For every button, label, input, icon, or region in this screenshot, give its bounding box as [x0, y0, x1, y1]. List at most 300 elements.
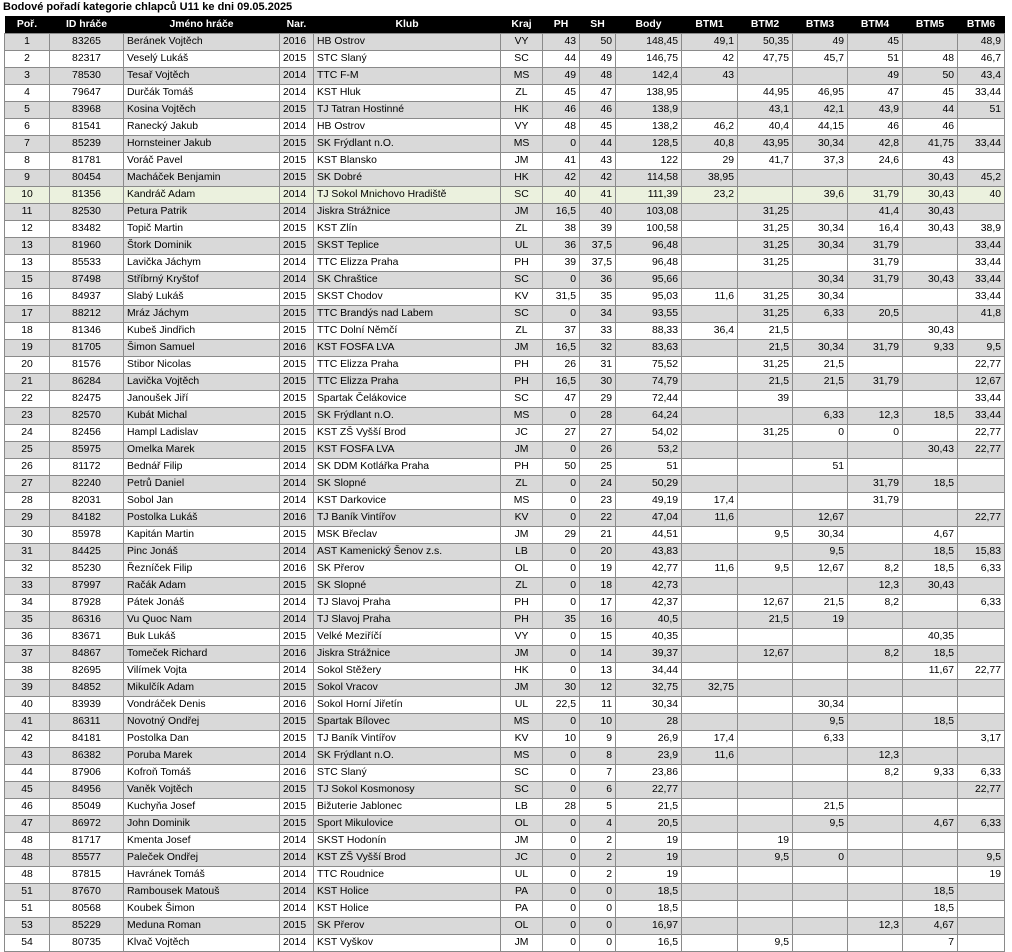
cell-btm6: 33,44 — [958, 272, 1005, 289]
cell-btm5 — [903, 782, 958, 799]
cell-player-id: 86382 — [50, 748, 124, 765]
cell-btm4: 31,79 — [848, 187, 903, 204]
cell-rank: 29 — [5, 510, 50, 527]
table-row[interactable] — [5, 527, 1005, 544]
cell-player-name: Kandráč Adam — [124, 187, 280, 204]
cell-player-id: 85577 — [50, 850, 124, 867]
cell-btm1 — [682, 221, 738, 238]
cell-player-id: 87498 — [50, 272, 124, 289]
cell-ph: 44 — [543, 51, 580, 68]
cell-btm5: 18,5 — [903, 884, 958, 901]
cell-ph: 26 — [543, 357, 580, 374]
cell-btm3 — [793, 442, 848, 459]
table-row[interactable] — [5, 51, 1005, 68]
cell-club: SK Frýdlant n.O. — [314, 136, 501, 153]
header-ph[interactable]: PH — [543, 16, 580, 34]
cell-sh: 42 — [580, 170, 616, 187]
cell-region: UL — [501, 238, 543, 255]
cell-btm1 — [682, 884, 738, 901]
cell-btm4: 46 — [848, 119, 903, 136]
cell-btm5: 18,5 — [903, 476, 958, 493]
cell-club: AST Kamenický Šenov z.s. — [314, 544, 501, 561]
cell-btm4: 43,9 — [848, 102, 903, 119]
cell-player-id: 87997 — [50, 578, 124, 595]
cell-btm6 — [958, 612, 1005, 629]
cell-region: MS — [501, 408, 543, 425]
cell-btm6 — [958, 629, 1005, 646]
cell-btm1 — [682, 391, 738, 408]
table-row[interactable] — [5, 578, 1005, 595]
table-row[interactable] — [5, 153, 1005, 170]
cell-player-name: Vondráček Denis — [124, 697, 280, 714]
cell-btm4 — [848, 816, 903, 833]
cell-btm2 — [738, 578, 793, 595]
cell-btm3: 6,33 — [793, 731, 848, 748]
cell-btm6 — [958, 119, 1005, 136]
cell-points: 34,44 — [616, 663, 682, 680]
cell-region: ZL — [501, 476, 543, 493]
cell-club: SK Slopné — [314, 476, 501, 493]
cell-club: KST ZŠ Vyšší Brod — [314, 425, 501, 442]
table-row[interactable] — [5, 680, 1005, 697]
cell-btm2: 43,95 — [738, 136, 793, 153]
cell-points: 47,04 — [616, 510, 682, 527]
header-rank[interactable]: Poř. — [5, 16, 50, 34]
header-club[interactable]: Klub — [314, 16, 501, 34]
cell-player-name: Janoušek Jiří — [124, 391, 280, 408]
table-row[interactable] — [5, 102, 1005, 119]
header-birth-year[interactable]: Nar. — [280, 16, 314, 34]
cell-sh: 5 — [580, 799, 616, 816]
cell-btm1 — [682, 935, 738, 952]
cell-birth-year: 2014 — [280, 476, 314, 493]
cell-birth-year: 2015 — [280, 289, 314, 306]
cell-sh: 13 — [580, 663, 616, 680]
table-row[interactable] — [5, 850, 1005, 867]
cell-rank: 7 — [5, 136, 50, 153]
table-row[interactable] — [5, 714, 1005, 731]
cell-player-id: 82570 — [50, 408, 124, 425]
header-btm5[interactable]: BTM5 — [903, 16, 958, 34]
cell-btm3: 46,95 — [793, 85, 848, 102]
cell-btm5 — [903, 357, 958, 374]
cell-btm5 — [903, 391, 958, 408]
cell-rank: 10 — [5, 187, 50, 204]
cell-btm4 — [848, 289, 903, 306]
cell-player-name: Kosina Vojtěch — [124, 102, 280, 119]
table-row[interactable] — [5, 510, 1005, 527]
cell-rank: 51 — [5, 884, 50, 901]
cell-points: 53,2 — [616, 442, 682, 459]
cell-ph: 29 — [543, 527, 580, 544]
cell-ph: 0 — [543, 136, 580, 153]
cell-rank: 43 — [5, 748, 50, 765]
cell-sh: 11 — [580, 697, 616, 714]
table-row[interactable] — [5, 748, 1005, 765]
table-row[interactable] — [5, 731, 1005, 748]
cell-btm6: 46,7 — [958, 51, 1005, 68]
cell-btm6: 33,44 — [958, 238, 1005, 255]
cell-player-name: Hampl Ladislav — [124, 425, 280, 442]
cell-btm6 — [958, 918, 1005, 935]
cell-player-id: 81781 — [50, 153, 124, 170]
table-row[interactable] — [5, 272, 1005, 289]
cell-region: HK — [501, 170, 543, 187]
table-row[interactable] — [5, 357, 1005, 374]
cell-player-id: 82695 — [50, 663, 124, 680]
cell-club: TJ Sokol Mnichovo Hradiště — [314, 187, 501, 204]
cell-sh: 48 — [580, 68, 616, 85]
cell-player-name: Slabý Lukáš — [124, 289, 280, 306]
cell-club: TTC Roudnice — [314, 867, 501, 884]
table-row[interactable] — [5, 612, 1005, 629]
table-row[interactable] — [5, 799, 1005, 816]
cell-btm4 — [848, 680, 903, 697]
cell-btm1 — [682, 442, 738, 459]
cell-btm2 — [738, 867, 793, 884]
cell-rank: 21 — [5, 374, 50, 391]
cell-btm4 — [848, 850, 903, 867]
cell-sh: 22 — [580, 510, 616, 527]
cell-btm6: 12,67 — [958, 374, 1005, 391]
cell-player-name: Kubeš Jindřich — [124, 323, 280, 340]
cell-club: TTC F-M — [314, 68, 501, 85]
cell-btm5: 7 — [903, 935, 958, 952]
cell-ph: 0 — [543, 918, 580, 935]
cell-btm4 — [848, 510, 903, 527]
cell-region: SC — [501, 782, 543, 799]
header-region[interactable]: Kraj — [501, 16, 543, 34]
cell-region: PA — [501, 901, 543, 918]
cell-player-id: 83482 — [50, 221, 124, 238]
cell-player-name: Mikulčík Adam — [124, 680, 280, 697]
header-player-name[interactable]: Jméno hráče — [124, 16, 280, 34]
cell-points: 138,95 — [616, 85, 682, 102]
cell-points: 28 — [616, 714, 682, 731]
cell-sh: 10 — [580, 714, 616, 731]
cell-btm3: 39,6 — [793, 187, 848, 204]
header-btm2[interactable]: BTM2 — [738, 16, 793, 34]
table-row[interactable] — [5, 255, 1005, 272]
cell-btm2: 12,67 — [738, 595, 793, 612]
table-row[interactable] — [5, 595, 1005, 612]
cell-club: TJ Tatran Hostinné — [314, 102, 501, 119]
cell-points: 64,24 — [616, 408, 682, 425]
cell-btm2: 31,25 — [738, 425, 793, 442]
cell-rank: 37 — [5, 646, 50, 663]
cell-ph: 39 — [543, 255, 580, 272]
table-row[interactable] — [5, 425, 1005, 442]
cell-points: 40,5 — [616, 612, 682, 629]
cell-btm1 — [682, 272, 738, 289]
cell-rank: 16 — [5, 289, 50, 306]
cell-btm4 — [848, 799, 903, 816]
table-row[interactable] — [5, 493, 1005, 510]
table-row[interactable] — [5, 765, 1005, 782]
cell-sh: 6 — [580, 782, 616, 799]
cell-rank: 9 — [5, 170, 50, 187]
cell-player-id: 81960 — [50, 238, 124, 255]
cell-player-id: 81346 — [50, 323, 124, 340]
cell-sh: 7 — [580, 765, 616, 782]
cell-btm3: 42,1 — [793, 102, 848, 119]
table-row[interactable] — [5, 816, 1005, 833]
cell-points: 148,45 — [616, 34, 682, 51]
cell-player-name: Kuchyňa Josef — [124, 799, 280, 816]
cell-btm2 — [738, 714, 793, 731]
header-sh[interactable]: SH — [580, 16, 616, 34]
cell-player-id: 84181 — [50, 731, 124, 748]
table-row[interactable] — [5, 544, 1005, 561]
table-row[interactable] — [5, 884, 1005, 901]
cell-rank: 8 — [5, 153, 50, 170]
table-row[interactable] — [5, 476, 1005, 493]
ranking-table — [4, 16, 1005, 952]
cell-ph: 42 — [543, 170, 580, 187]
cell-btm6: 41,8 — [958, 306, 1005, 323]
table-row[interactable] — [5, 408, 1005, 425]
cell-btm4: 31,79 — [848, 493, 903, 510]
cell-birth-year: 2014 — [280, 884, 314, 901]
cell-btm3 — [793, 170, 848, 187]
table-row[interactable] — [5, 323, 1005, 340]
cell-rank: 25 — [5, 442, 50, 459]
cell-btm4: 8,2 — [848, 561, 903, 578]
table-row[interactable] — [5, 833, 1005, 850]
header-player-id[interactable]: ID hráče — [50, 16, 124, 34]
table-row[interactable] — [5, 629, 1005, 646]
cell-btm4 — [848, 884, 903, 901]
cell-btm2 — [738, 68, 793, 85]
cell-birth-year: 2015 — [280, 357, 314, 374]
cell-club: Bižuterie Jablonec — [314, 799, 501, 816]
cell-btm6 — [958, 204, 1005, 221]
table-row[interactable] — [5, 663, 1005, 680]
cell-btm6: 51 — [958, 102, 1005, 119]
cell-points: 75,52 — [616, 357, 682, 374]
cell-birth-year: 2015 — [280, 153, 314, 170]
cell-btm1 — [682, 204, 738, 221]
table-row[interactable] — [5, 119, 1005, 136]
cell-points: 83,63 — [616, 340, 682, 357]
cell-region: JM — [501, 340, 543, 357]
header-btm1[interactable]: BTM1 — [682, 16, 738, 34]
table-row[interactable] — [5, 340, 1005, 357]
table-row[interactable] — [5, 68, 1005, 85]
cell-btm5 — [903, 748, 958, 765]
cell-btm5: 9,33 — [903, 340, 958, 357]
cell-birth-year: 2014 — [280, 833, 314, 850]
cell-btm5: 30,43 — [903, 442, 958, 459]
cell-region: PH — [501, 612, 543, 629]
cell-btm3: 37,3 — [793, 153, 848, 170]
cell-btm4: 16,4 — [848, 221, 903, 238]
cell-birth-year: 2016 — [280, 646, 314, 663]
cell-region: PH — [501, 595, 543, 612]
cell-btm1: 11,6 — [682, 748, 738, 765]
cell-player-name: Buk Lukáš — [124, 629, 280, 646]
cell-club: TTC Dolní Němčí — [314, 323, 501, 340]
cell-birth-year: 2016 — [280, 34, 314, 51]
table-row[interactable] — [5, 646, 1005, 663]
cell-region: MS — [501, 714, 543, 731]
table-row[interactable] — [5, 459, 1005, 476]
cell-player-id: 85978 — [50, 527, 124, 544]
cell-club: HB Ostrov — [314, 34, 501, 51]
cell-points: 96,48 — [616, 238, 682, 255]
cell-player-id: 85239 — [50, 136, 124, 153]
cell-rank: 6 — [5, 119, 50, 136]
cell-btm4: 45 — [848, 34, 903, 51]
cell-player-name: Paleček Ondřej — [124, 850, 280, 867]
cell-region: ZL — [501, 221, 543, 238]
cell-btm2: 21,5 — [738, 612, 793, 629]
cell-btm2: 9,5 — [738, 850, 793, 867]
cell-btm5: 30,43 — [903, 170, 958, 187]
cell-btm3 — [793, 493, 848, 510]
table-row[interactable] — [5, 289, 1005, 306]
cell-btm5: 9,33 — [903, 765, 958, 782]
cell-ph: 0 — [543, 476, 580, 493]
cell-btm4 — [848, 170, 903, 187]
cell-rank: 2 — [5, 51, 50, 68]
cell-btm1 — [682, 765, 738, 782]
cell-btm6: 9,5 — [958, 850, 1005, 867]
cell-btm6: 40 — [958, 187, 1005, 204]
table-row[interactable] — [5, 170, 1005, 187]
cell-sh: 12 — [580, 680, 616, 697]
cell-btm6 — [958, 697, 1005, 714]
table-row[interactable] — [5, 34, 1005, 51]
cell-btm6: 45,2 — [958, 170, 1005, 187]
cell-birth-year: 2014 — [280, 850, 314, 867]
cell-birth-year: 2015 — [280, 238, 314, 255]
header-points[interactable]: Body — [616, 16, 682, 34]
cell-birth-year: 2014 — [280, 867, 314, 884]
cell-btm3: 30,34 — [793, 136, 848, 153]
cell-ph: 0 — [543, 663, 580, 680]
cell-rank: 3 — [5, 68, 50, 85]
table-row[interactable] — [5, 204, 1005, 221]
cell-player-id: 85229 — [50, 918, 124, 935]
table-row[interactable] — [5, 901, 1005, 918]
cell-btm5: 18,5 — [903, 408, 958, 425]
table-row[interactable] — [5, 867, 1005, 884]
cell-btm1 — [682, 697, 738, 714]
table-row[interactable] — [5, 187, 1005, 204]
cell-btm1 — [682, 238, 738, 255]
cell-ph: 0 — [543, 408, 580, 425]
cell-sh: 27 — [580, 425, 616, 442]
cell-btm2: 44,95 — [738, 85, 793, 102]
cell-btm1 — [682, 85, 738, 102]
cell-player-id: 83939 — [50, 697, 124, 714]
cell-btm1 — [682, 850, 738, 867]
cell-player-id: 86316 — [50, 612, 124, 629]
cell-btm3 — [793, 663, 848, 680]
cell-btm2 — [738, 476, 793, 493]
cell-player-id: 80454 — [50, 170, 124, 187]
cell-player-name: Štork Dominik — [124, 238, 280, 255]
cell-birth-year: 2015 — [280, 918, 314, 935]
cell-ph: 0 — [543, 748, 580, 765]
header-btm4[interactable]: BTM4 — [848, 16, 903, 34]
cell-player-id: 84852 — [50, 680, 124, 697]
cell-ph: 36 — [543, 238, 580, 255]
cell-points: 21,5 — [616, 799, 682, 816]
table-row[interactable] — [5, 306, 1005, 323]
cell-points: 138,2 — [616, 119, 682, 136]
cell-btm1 — [682, 102, 738, 119]
table-row[interactable] — [5, 918, 1005, 935]
cell-btm3 — [793, 204, 848, 221]
cell-rank: 23 — [5, 408, 50, 425]
cell-btm4: 12,3 — [848, 408, 903, 425]
table-row[interactable] — [5, 697, 1005, 714]
cell-points: 19 — [616, 833, 682, 850]
table-row[interactable] — [5, 935, 1005, 952]
cell-rank: 11 — [5, 204, 50, 221]
table-row[interactable] — [5, 238, 1005, 255]
cell-btm6 — [958, 476, 1005, 493]
cell-rank: 32 — [5, 561, 50, 578]
cell-ph: 37 — [543, 323, 580, 340]
cell-btm6 — [958, 799, 1005, 816]
cell-birth-year: 2014 — [280, 901, 314, 918]
table-row[interactable] — [5, 442, 1005, 459]
cell-ph: 46 — [543, 102, 580, 119]
cell-sh: 47 — [580, 85, 616, 102]
cell-btm6 — [958, 714, 1005, 731]
cell-btm4: 31,79 — [848, 476, 903, 493]
table-row[interactable] — [5, 136, 1005, 153]
table-row[interactable] — [5, 391, 1005, 408]
table-row[interactable] — [5, 561, 1005, 578]
cell-btm5: 43 — [903, 153, 958, 170]
table-row[interactable] — [5, 221, 1005, 238]
cell-points: 72,44 — [616, 391, 682, 408]
cell-btm3: 30,34 — [793, 697, 848, 714]
cell-btm6: 22,77 — [958, 782, 1005, 799]
cell-ph: 0 — [543, 442, 580, 459]
cell-btm5 — [903, 374, 958, 391]
header-btm6[interactable]: BTM6 — [958, 16, 1005, 34]
table-row[interactable] — [5, 85, 1005, 102]
cell-ph: 35 — [543, 612, 580, 629]
cell-btm5: 41,75 — [903, 136, 958, 153]
cell-ph: 40 — [543, 187, 580, 204]
cell-ph: 41 — [543, 153, 580, 170]
table-row[interactable] — [5, 782, 1005, 799]
header-btm3[interactable]: BTM3 — [793, 16, 848, 34]
cell-sh: 4 — [580, 816, 616, 833]
cell-btm4 — [848, 782, 903, 799]
cell-club: HB Ostrov — [314, 119, 501, 136]
cell-btm2 — [738, 918, 793, 935]
table-row[interactable] — [5, 374, 1005, 391]
cell-btm3: 30,34 — [793, 340, 848, 357]
cell-player-name: Sobol Jan — [124, 493, 280, 510]
cell-points: 122 — [616, 153, 682, 170]
cell-player-id: 84867 — [50, 646, 124, 663]
cell-btm4: 47 — [848, 85, 903, 102]
cell-region: JM — [501, 442, 543, 459]
cell-points: 18,5 — [616, 901, 682, 918]
cell-btm6: 43,4 — [958, 68, 1005, 85]
cell-player-name: Koubek Šimon — [124, 901, 280, 918]
cell-player-id: 87815 — [50, 867, 124, 884]
cell-birth-year: 2014 — [280, 272, 314, 289]
